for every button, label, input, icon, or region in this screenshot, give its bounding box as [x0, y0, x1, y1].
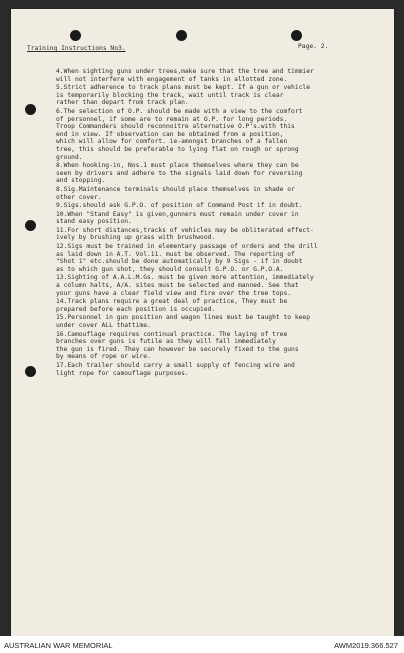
- instruction-line: 12.Sigs must be trained in elementary passage of orders and the drill: [56, 243, 318, 251]
- instruction-line: the gun is fired. They can however be securely fixed to the guns: [56, 345, 299, 353]
- instruction-line: a column halts, A/A. sites must be selected and manned. See that: [56, 282, 299, 290]
- page-number: Page. 2.: [298, 43, 329, 50]
- instruction-item: [56, 211, 386, 226]
- instruction-line: as laid down in A.T. Vol.11. must be observed. The reporting of: [56, 250, 295, 258]
- punch-hole-top: [291, 30, 302, 41]
- instruction-line: 16.Camouflage requires continual practice. The laying of tree: [56, 330, 288, 338]
- instruction-line: and stopping.: [56, 177, 106, 185]
- instruction-line: tree, this should be preferable to lying flat on rough or sprong: [56, 145, 299, 153]
- instruction-line: stand easy position.: [56, 218, 132, 226]
- instruction-line: light rope for camouflage purposes.: [56, 369, 189, 377]
- instruction-item: [56, 108, 386, 161]
- instruction-line: 17.Each trailer should carry a small supply of fencing wire and: [56, 361, 295, 369]
- punch-hole-left: [25, 366, 36, 377]
- document-page: [11, 9, 394, 636]
- punch-hole-top: [70, 30, 81, 41]
- instruction-item: [56, 162, 386, 185]
- instruction-item: [56, 362, 386, 377]
- instruction-line: 9.Sigs.should ask G.P.O. of position of Command Post if in doubt.: [56, 202, 303, 210]
- instruction-line: 5.Strict adherence to track plans must be kept. If a gun or vehicle: [56, 84, 311, 92]
- instruction-line: seen by drivers and adhere to the signals laid down for reversing: [56, 169, 303, 177]
- archive-footer: [0, 636, 404, 653]
- punch-hole-top: [176, 30, 187, 41]
- instruction-line: 8.When hooking-in, Nos.1 must place themselves where they can be: [56, 162, 299, 170]
- instruction-item: [56, 331, 386, 361]
- instruction-line: 11.For short distances,tracks of vehicles may be obliterated effect-: [56, 226, 314, 234]
- instruction-item: [56, 84, 386, 107]
- instruction-item: [56, 274, 386, 297]
- instruction-line: 6.The selection of O.P. should be made with a view to the comfort: [56, 107, 303, 115]
- instruction-line: 4.When sighting guns under trees,make sure that the tree and timmier: [56, 68, 314, 75]
- instruction-line: is temporarily blocking the track, wait until track is clear: [56, 91, 284, 99]
- instruction-line: ively by brushing up grass with brushwood.: [56, 234, 216, 242]
- instruction-line: 15.Personnel in gun position and wagon lines must be taught to keep: [56, 314, 311, 322]
- instruction-line: by means of rope or wire.: [56, 353, 151, 361]
- instruction-line: your guns have a clear field view and fire over the tree tops.: [56, 289, 292, 297]
- instruction-line: Troop Commanders should reconnoitre alternative O.P's.with this: [56, 123, 295, 131]
- instruction-item: [56, 202, 386, 210]
- instruction-line: 10.When "Stand Easy" is given,gunners must remain under cover in: [56, 210, 299, 218]
- instruction-line: other cover.: [56, 193, 102, 201]
- instruction-item: [56, 298, 386, 313]
- instruction-line: 13.Sighting of A.A.L.M.Gs. must be given more attention, immediately: [56, 274, 314, 282]
- instruction-line: 14.Track plans require a great deal of practice, They must be: [56, 298, 288, 306]
- instruction-list: [56, 68, 386, 378]
- instruction-line: as to which gun shot, they should consult G.P.O. or G.P.O.A.: [56, 265, 284, 273]
- archive-reference: AWM2019.366.527: [334, 641, 398, 650]
- instruction-line: end in view. If observation can be obtained from a position,: [56, 130, 284, 138]
- instruction-line: branches over guns is futile as they will fall immediately: [56, 338, 276, 346]
- document-title: Training Instructions No3.: [27, 45, 126, 52]
- instruction-line: will not interfere with engagement of tanks in allotted zone.: [56, 75, 288, 83]
- archive-name: AUSTRALIAN WAR MEMORIAL: [4, 641, 113, 650]
- instruction-line: prepared before each position is occupied.: [56, 305, 216, 313]
- instruction-line: which will allow for comfort. ie-amongst branches of a fallen: [56, 138, 288, 146]
- instruction-line: ground.: [56, 153, 83, 161]
- punch-hole-left: [25, 104, 36, 115]
- instruction-item: [56, 186, 386, 201]
- instruction-line: under cover ALL thattime.: [56, 322, 151, 329]
- instruction-item: [56, 314, 386, 329]
- instruction-line: rather than depart from track plan.: [56, 99, 189, 107]
- instruction-line: 8.Sig.Maintenance terminals should place themselves in shade or: [56, 185, 295, 193]
- instruction-line: of personnel, if some are to remain at O.P. for long periods.: [56, 115, 288, 123]
- instruction-line: "Shot 1" etc.should be done automatically by 9 Sigs - if in doubt: [56, 258, 303, 266]
- instruction-item: [56, 243, 386, 273]
- punch-hole-left: [25, 220, 36, 231]
- instruction-item: [56, 227, 386, 242]
- instruction-item: [56, 68, 386, 83]
